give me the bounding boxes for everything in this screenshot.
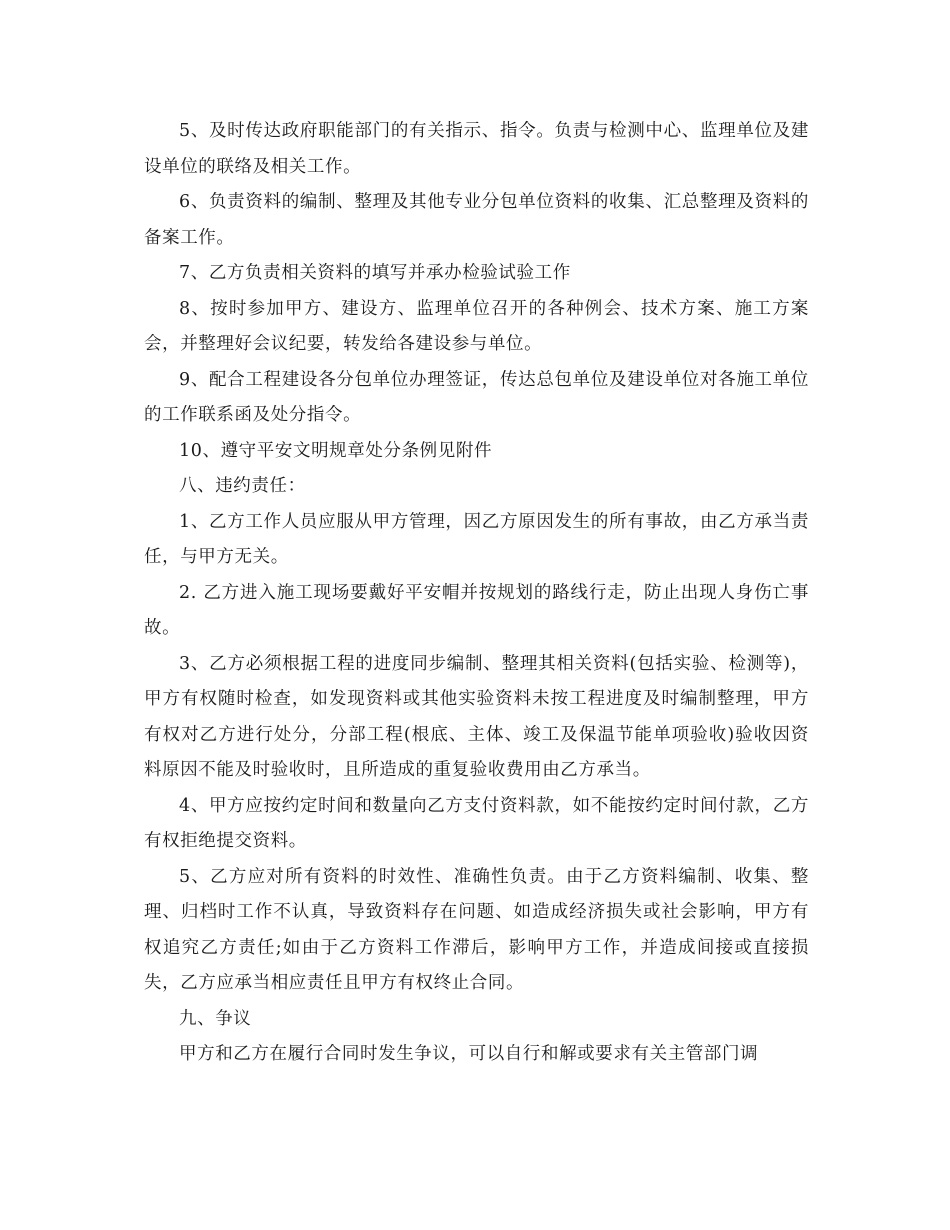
paragraph-item-9-duties: 9、配合工程建设各分包单位办理签证，传达总包单位及建设单位对各施工单位的工作联系函及处分指令。 [144, 369, 809, 425]
paragraph-item-5-duties: 5、及时传达政府职能部门的有关指示、指令。负责与检测中心、监理单位及建设单位的联络及相关工作。 [144, 121, 809, 177]
paragraph-breach-4: 4、甲方应按约定时间和数量向乙方支付资料款，如不能按约定时间付款，乙方有权拒绝提交资料。 [144, 795, 809, 851]
paragraph-item-10-duties: 10、遵守平安文明规章处分条例见附件 [179, 440, 493, 461]
section-heading-dispute: 九、争议 [179, 1008, 252, 1029]
document-body [144, 114, 809, 1073]
paragraph-breach-5: 5、乙方应对所有资料的时效性、准确性负责。由于乙方资料编制、收集、整理、归档时工作不认真，导致资料存在问题、如造成经济损失或社会影响，甲方有权追究乙方责任;如由于乙方资料工作滞后，影响甲方工作，并造成间接或直接损失，乙方应承当相应责任且甲方有权终止合同。 [144, 866, 809, 993]
paragraph-breach-1: 1、乙方工作人员应服从甲方管理，因乙方原因发生的所有事故，由乙方承当责任，与甲方无关。 [144, 511, 809, 567]
paragraph-item-6-duties: 6、负责资料的编制、整理及其他专业分包单位资料的收集、汇总整理及资料的备案工作。 [144, 192, 809, 248]
paragraph-item-7-duties: 7、乙方负责相关资料的填写并承办检验试验工作 [179, 263, 571, 283]
paragraph-item-8-duties: 8、按时参加甲方、建设方、监理单位召开的各种例会、技术方案、施工方案会，并整理好会议纪要，转发给各建设参与单位。 [144, 298, 809, 354]
paragraph-breach-3: 3、乙方必须根据工程的进度同步编制、整理其相关资料(包括实验、检测等)，甲方有权随时检查，如发现资料或其他实验资料未按工程进度及时编制整理，甲方有权对乙方进行处分，分部工程(根底、主体、竣工及保温节能单项验收)验收因资料原因不能及时验收时，且所造成的重复验收费用由乙方承当。 [144, 653, 809, 780]
paragraph-breach-2: 2. 乙方进入施工现场要戴好平安帽并按规划的路线行走，防止出现人身伤亡事故。 [144, 582, 809, 638]
paragraph-dispute: 甲方和乙方在履行合同时发生争议，可以自行和解或要求有关主管部门调 [179, 1044, 759, 1064]
section-heading-breach-liability: 八、违约责任： [179, 476, 306, 496]
